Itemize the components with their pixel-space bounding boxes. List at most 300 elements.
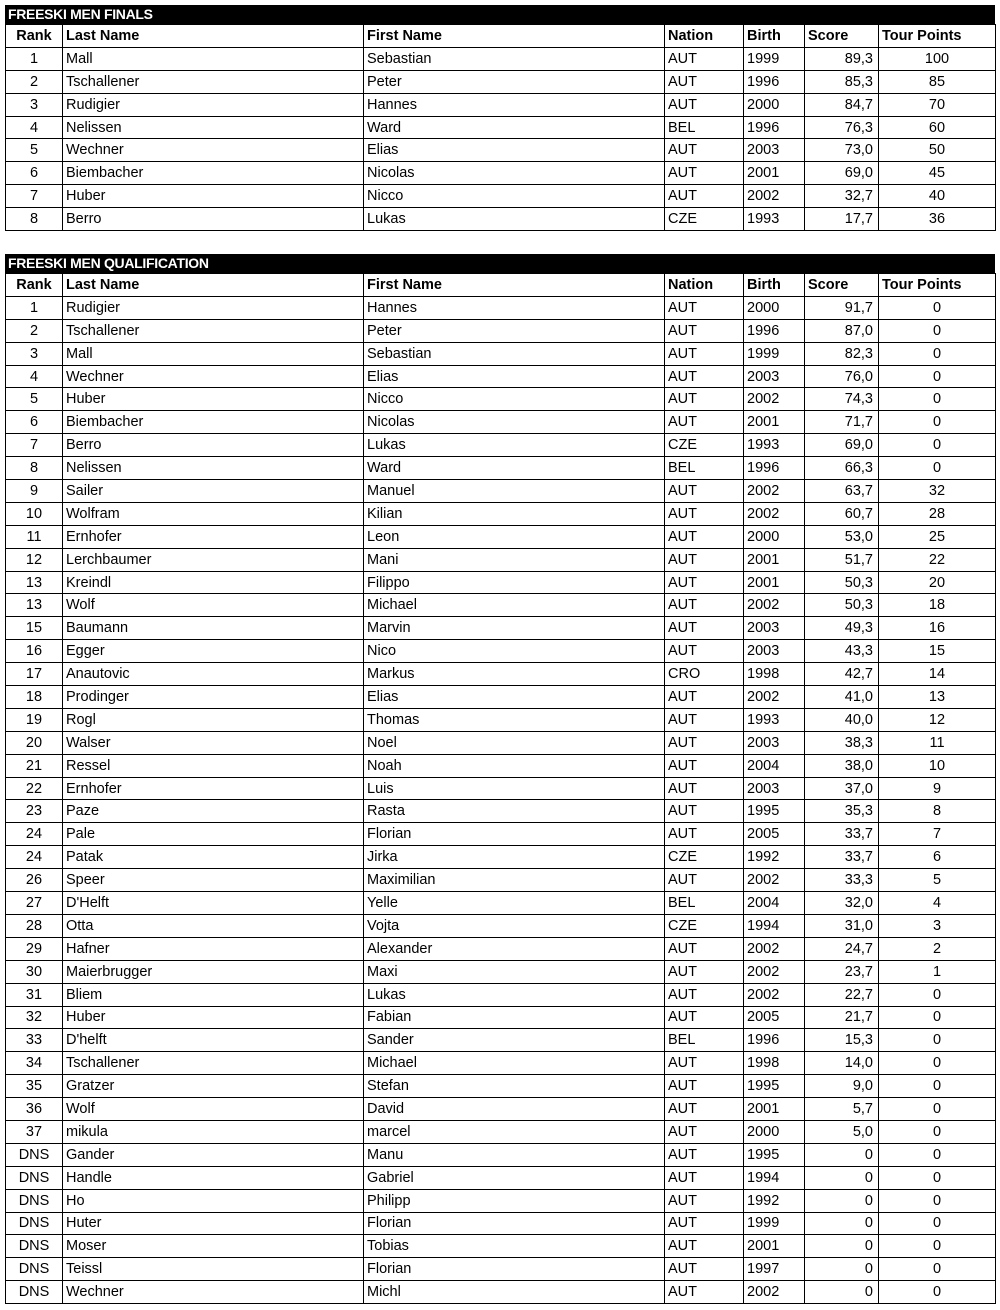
tour-points-cell: 0 — [879, 1052, 996, 1075]
last-name-cell: D'Helft — [63, 892, 364, 915]
nation-cell: AUT — [665, 388, 744, 411]
rank-cell: 37 — [6, 1120, 63, 1143]
score-cell: 32,0 — [805, 892, 879, 915]
table-row — [6, 1052, 996, 1075]
nation-cell: AUT — [665, 1235, 744, 1258]
last-name-cell: Patak — [63, 846, 364, 869]
nation-cell: AUT — [665, 1281, 744, 1304]
birth-cell: 2001 — [744, 1098, 805, 1121]
tour-points-header: Tour Points — [879, 25, 996, 48]
tour-points-cell: 5 — [879, 869, 996, 892]
score-header: Score — [805, 25, 879, 48]
nation-cell: BEL — [665, 892, 744, 915]
score-cell: 82,3 — [805, 342, 879, 365]
rank-cell: 22 — [6, 777, 63, 800]
birth-cell: 2001 — [744, 571, 805, 594]
rank-cell: 30 — [6, 960, 63, 983]
birth-cell: 2003 — [744, 365, 805, 388]
last-name-cell: Huber — [63, 388, 364, 411]
first-name-cell: Thomas — [364, 708, 665, 731]
rank-cell: 6 — [6, 162, 63, 185]
birth-cell: 1993 — [744, 208, 805, 231]
score-cell: 40,0 — [805, 708, 879, 731]
nation-cell: AUT — [665, 525, 744, 548]
first-name-cell: Lukas — [364, 208, 665, 231]
first-name-cell: Florian — [364, 823, 665, 846]
table-row — [6, 296, 996, 319]
score-cell: 0 — [805, 1235, 879, 1258]
rank-cell: 2 — [6, 70, 63, 93]
nation-cell: AUT — [665, 640, 744, 663]
first-name-cell: Ward — [364, 116, 665, 139]
tour-points-cell: 60 — [879, 116, 996, 139]
first-name-cell: Nicco — [364, 185, 665, 208]
nation-cell: AUT — [665, 731, 744, 754]
birth-cell: 1999 — [744, 342, 805, 365]
rank-cell: 5 — [6, 139, 63, 162]
rank-cell: 16 — [6, 640, 63, 663]
tour-points-cell: 0 — [879, 342, 996, 365]
table-row — [6, 869, 996, 892]
table-row — [6, 1006, 996, 1029]
tour-points-cell: 0 — [879, 1006, 996, 1029]
last-name-cell: Kreindl — [63, 571, 364, 594]
birth-cell: 1996 — [744, 319, 805, 342]
birth-cell: 1999 — [744, 47, 805, 70]
tour-points-cell: 0 — [879, 319, 996, 342]
first-name-cell: Peter — [364, 70, 665, 93]
finals-title: FREESKI MEN FINALS — [5, 5, 995, 24]
nation-cell: BEL — [665, 116, 744, 139]
score-cell: 76,3 — [805, 116, 879, 139]
nation-header: Nation — [665, 25, 744, 48]
tour-points-cell: 11 — [879, 731, 996, 754]
birth-cell: 1993 — [744, 434, 805, 457]
score-cell: 32,7 — [805, 185, 879, 208]
score-cell: 0 — [805, 1166, 879, 1189]
last-name-cell: Tschallener — [63, 1052, 364, 1075]
score-cell: 0 — [805, 1189, 879, 1212]
birth-header: Birth — [744, 25, 805, 48]
rank-cell: 8 — [6, 457, 63, 480]
table-row — [6, 708, 996, 731]
rank-cell: 2 — [6, 319, 63, 342]
last-name-cell: Hafner — [63, 937, 364, 960]
rank-cell: 3 — [6, 93, 63, 116]
table-row — [6, 937, 996, 960]
first-name-cell: Kilian — [364, 502, 665, 525]
rank-cell: 1 — [6, 296, 63, 319]
tour-points-cell: 0 — [879, 1120, 996, 1143]
table-row — [6, 1166, 996, 1189]
tour-points-cell: 0 — [879, 1075, 996, 1098]
finals-section — [5, 5, 995, 231]
birth-cell: 2001 — [744, 548, 805, 571]
last-name-cell: Mall — [63, 47, 364, 70]
rank-cell: 13 — [6, 571, 63, 594]
last-name-cell: Rudigier — [63, 93, 364, 116]
first-name-cell: Fabian — [364, 1006, 665, 1029]
table-row — [6, 686, 996, 709]
score-cell: 31,0 — [805, 914, 879, 937]
last-name-cell: Ernhofer — [63, 777, 364, 800]
first-name-cell: Jirka — [364, 846, 665, 869]
table-row — [6, 1143, 996, 1166]
last-name-cell: Rogl — [63, 708, 364, 731]
table-row — [6, 823, 996, 846]
birth-header: Birth — [744, 274, 805, 297]
nation-cell: CRO — [665, 663, 744, 686]
score-cell: 69,0 — [805, 162, 879, 185]
last-name-cell: Otta — [63, 914, 364, 937]
rank-cell: DNS — [6, 1258, 63, 1281]
last-name-header: Last Name — [63, 274, 364, 297]
nation-cell: AUT — [665, 1098, 744, 1121]
table-row — [6, 93, 996, 116]
last-name-cell: Walser — [63, 731, 364, 754]
birth-cell: 2004 — [744, 892, 805, 915]
score-cell: 0 — [805, 1258, 879, 1281]
birth-cell: 1998 — [744, 663, 805, 686]
nation-cell: AUT — [665, 47, 744, 70]
nation-cell: AUT — [665, 960, 744, 983]
tour-points-cell: 0 — [879, 365, 996, 388]
rank-header: Rank — [6, 274, 63, 297]
first-name-cell: Nico — [364, 640, 665, 663]
rank-cell: 7 — [6, 185, 63, 208]
rank-cell: 13 — [6, 594, 63, 617]
rank-cell: DNS — [6, 1166, 63, 1189]
rank-cell: 11 — [6, 525, 63, 548]
last-name-cell: Ernhofer — [63, 525, 364, 548]
table-row — [6, 162, 996, 185]
birth-cell: 1992 — [744, 846, 805, 869]
nation-cell: AUT — [665, 937, 744, 960]
nation-cell: CZE — [665, 914, 744, 937]
rank-cell: 15 — [6, 617, 63, 640]
birth-cell: 2002 — [744, 869, 805, 892]
score-cell: 71,7 — [805, 411, 879, 434]
last-name-cell: Huber — [63, 185, 364, 208]
birth-cell: 2002 — [744, 1281, 805, 1304]
table-row — [6, 480, 996, 503]
birth-cell: 2003 — [744, 139, 805, 162]
tour-points-cell: 45 — [879, 162, 996, 185]
qualification-table — [5, 273, 996, 1304]
score-cell: 14,0 — [805, 1052, 879, 1075]
rank-cell: 17 — [6, 663, 63, 686]
last-name-cell: Wechner — [63, 365, 364, 388]
rank-cell: DNS — [6, 1281, 63, 1304]
table-row — [6, 777, 996, 800]
score-cell: 53,0 — [805, 525, 879, 548]
table-row — [6, 1075, 996, 1098]
tour-points-cell: 0 — [879, 1098, 996, 1121]
qualification-title: FREESKI MEN QUALIFICATION — [5, 254, 995, 273]
nation-cell: AUT — [665, 1258, 744, 1281]
rank-cell: 33 — [6, 1029, 63, 1052]
first-name-cell: David — [364, 1098, 665, 1121]
nation-cell: CZE — [665, 434, 744, 457]
table-row — [6, 1029, 996, 1052]
rank-cell: DNS — [6, 1235, 63, 1258]
last-name-cell: Biembacher — [63, 411, 364, 434]
tour-points-cell: 15 — [879, 640, 996, 663]
table-row — [6, 365, 996, 388]
rank-cell: 35 — [6, 1075, 63, 1098]
birth-cell: 2005 — [744, 1006, 805, 1029]
rank-cell: 36 — [6, 1098, 63, 1121]
first-name-cell: Leon — [364, 525, 665, 548]
rank-cell: 1 — [6, 47, 63, 70]
first-name-cell: Marvin — [364, 617, 665, 640]
nation-cell: CZE — [665, 208, 744, 231]
table-row — [6, 525, 996, 548]
nation-cell: AUT — [665, 365, 744, 388]
birth-cell: 1996 — [744, 1029, 805, 1052]
last-name-cell: Speer — [63, 869, 364, 892]
birth-cell: 1997 — [744, 1258, 805, 1281]
score-cell: 17,7 — [805, 208, 879, 231]
tour-points-cell: 36 — [879, 208, 996, 231]
nation-cell: AUT — [665, 139, 744, 162]
table-row — [6, 139, 996, 162]
birth-cell: 1996 — [744, 70, 805, 93]
birth-cell: 1996 — [744, 116, 805, 139]
tour-points-cell: 32 — [879, 480, 996, 503]
birth-cell: 2002 — [744, 594, 805, 617]
last-name-cell: Tschallener — [63, 70, 364, 93]
last-name-cell: Gander — [63, 1143, 364, 1166]
table-row — [6, 640, 996, 663]
last-name-cell: Huber — [63, 1006, 364, 1029]
last-name-cell: Teissl — [63, 1258, 364, 1281]
nation-cell: AUT — [665, 708, 744, 731]
nation-cell: AUT — [665, 686, 744, 709]
rank-header: Rank — [6, 25, 63, 48]
nation-cell: AUT — [665, 617, 744, 640]
last-name-cell: Wolfram — [63, 502, 364, 525]
nation-cell: AUT — [665, 548, 744, 571]
last-name-cell: Wechner — [63, 1281, 364, 1304]
table-row — [6, 846, 996, 869]
last-name-cell: Baumann — [63, 617, 364, 640]
tour-points-cell: 8 — [879, 800, 996, 823]
birth-cell: 2003 — [744, 777, 805, 800]
birth-cell: 2002 — [744, 502, 805, 525]
tour-points-cell: 0 — [879, 1281, 996, 1304]
birth-cell: 1995 — [744, 800, 805, 823]
rank-cell: 31 — [6, 983, 63, 1006]
score-cell: 69,0 — [805, 434, 879, 457]
score-cell: 22,7 — [805, 983, 879, 1006]
tour-points-cell: 0 — [879, 1212, 996, 1235]
score-cell: 84,7 — [805, 93, 879, 116]
last-name-cell: Pale — [63, 823, 364, 846]
tour-points-cell: 0 — [879, 1029, 996, 1052]
nation-cell: AUT — [665, 70, 744, 93]
birth-cell: 1996 — [744, 457, 805, 480]
birth-cell: 2002 — [744, 937, 805, 960]
nation-cell: AUT — [665, 823, 744, 846]
rank-cell: 3 — [6, 342, 63, 365]
birth-cell: 2005 — [744, 823, 805, 846]
table-row — [6, 1120, 996, 1143]
tour-points-cell: 0 — [879, 1143, 996, 1166]
table-row — [6, 892, 996, 915]
nation-cell: AUT — [665, 571, 744, 594]
nation-cell: BEL — [665, 457, 744, 480]
first-name-cell: Manu — [364, 1143, 665, 1166]
rank-cell: 21 — [6, 754, 63, 777]
table-row — [6, 47, 996, 70]
last-name-cell: Nelissen — [63, 457, 364, 480]
rank-cell: 26 — [6, 869, 63, 892]
nation-cell: AUT — [665, 296, 744, 319]
last-name-cell: Biembacher — [63, 162, 364, 185]
score-cell: 49,3 — [805, 617, 879, 640]
first-name-cell: Lukas — [364, 434, 665, 457]
score-cell: 15,3 — [805, 1029, 879, 1052]
table-row — [6, 914, 996, 937]
first-name-cell: Michael — [364, 594, 665, 617]
score-cell: 91,7 — [805, 296, 879, 319]
rank-cell: 7 — [6, 434, 63, 457]
last-name-cell: Bliem — [63, 983, 364, 1006]
table-row — [6, 1235, 996, 1258]
first-name-cell: Sebastian — [364, 342, 665, 365]
table-row — [6, 617, 996, 640]
nation-cell: CZE — [665, 846, 744, 869]
last-name-cell: Anautovic — [63, 663, 364, 686]
rank-cell: 18 — [6, 686, 63, 709]
tour-points-cell: 0 — [879, 457, 996, 480]
nation-cell: AUT — [665, 800, 744, 823]
first-name-cell: Alexander — [364, 937, 665, 960]
tour-points-cell: 10 — [879, 754, 996, 777]
birth-cell: 2001 — [744, 411, 805, 434]
score-cell: 37,0 — [805, 777, 879, 800]
nation-cell: AUT — [665, 342, 744, 365]
table-row — [6, 1281, 996, 1304]
score-cell: 0 — [805, 1143, 879, 1166]
first-name-cell: Elias — [364, 139, 665, 162]
first-name-cell: Gabriel — [364, 1166, 665, 1189]
first-name-cell: Noel — [364, 731, 665, 754]
rank-cell: 27 — [6, 892, 63, 915]
table-row — [6, 571, 996, 594]
first-name-cell: Tobias — [364, 1235, 665, 1258]
birth-cell: 2000 — [744, 296, 805, 319]
table-row — [6, 548, 996, 571]
score-cell: 51,7 — [805, 548, 879, 571]
rank-cell: 28 — [6, 914, 63, 937]
rank-cell: 32 — [6, 1006, 63, 1029]
rank-cell: 20 — [6, 731, 63, 754]
score-cell: 50,3 — [805, 571, 879, 594]
score-cell: 89,3 — [805, 47, 879, 70]
first-name-header: First Name — [364, 274, 665, 297]
tour-points-cell: 4 — [879, 892, 996, 915]
first-name-cell: Sebastian — [364, 47, 665, 70]
nation-cell: AUT — [665, 1143, 744, 1166]
score-cell: 41,0 — [805, 686, 879, 709]
finals-table — [5, 24, 996, 231]
first-name-header: First Name — [364, 25, 665, 48]
first-name-cell: Hannes — [364, 93, 665, 116]
score-cell: 43,3 — [805, 640, 879, 663]
nation-cell: BEL — [665, 1029, 744, 1052]
last-name-cell: Berro — [63, 208, 364, 231]
first-name-cell: Hannes — [364, 296, 665, 319]
nation-cell: AUT — [665, 319, 744, 342]
tour-points-cell: 2 — [879, 937, 996, 960]
table-row — [6, 1258, 996, 1281]
birth-cell: 2003 — [744, 617, 805, 640]
table-row — [6, 1212, 996, 1235]
tour-points-cell: 9 — [879, 777, 996, 800]
table-row — [6, 1189, 996, 1212]
birth-cell: 2001 — [744, 1235, 805, 1258]
table-row — [6, 1098, 996, 1121]
first-name-cell: Elias — [364, 365, 665, 388]
nation-cell: AUT — [665, 594, 744, 617]
score-cell: 33,7 — [805, 823, 879, 846]
tour-points-header: Tour Points — [879, 274, 996, 297]
first-name-cell: Sander — [364, 1029, 665, 1052]
finals-header-row — [6, 25, 996, 48]
tour-points-cell: 1 — [879, 960, 996, 983]
nation-cell: AUT — [665, 185, 744, 208]
first-name-cell: marcel — [364, 1120, 665, 1143]
tour-points-cell: 0 — [879, 1189, 996, 1212]
last-name-cell: Berro — [63, 434, 364, 457]
tour-points-cell: 0 — [879, 434, 996, 457]
last-name-cell: Moser — [63, 1235, 364, 1258]
nation-cell: AUT — [665, 869, 744, 892]
tour-points-cell: 16 — [879, 617, 996, 640]
score-cell: 23,7 — [805, 960, 879, 983]
last-name-header: Last Name — [63, 25, 364, 48]
score-cell: 33,7 — [805, 846, 879, 869]
birth-cell: 2000 — [744, 93, 805, 116]
table-row — [6, 319, 996, 342]
tour-points-cell: 0 — [879, 983, 996, 1006]
last-name-cell: Handle — [63, 1166, 364, 1189]
table-row — [6, 342, 996, 365]
first-name-cell: Luis — [364, 777, 665, 800]
last-name-cell: Nelissen — [63, 116, 364, 139]
first-name-cell: Nicolas — [364, 162, 665, 185]
nation-cell: AUT — [665, 1052, 744, 1075]
tour-points-cell: 100 — [879, 47, 996, 70]
score-cell: 63,7 — [805, 480, 879, 503]
score-cell: 21,7 — [805, 1006, 879, 1029]
first-name-cell: Peter — [364, 319, 665, 342]
score-cell: 42,7 — [805, 663, 879, 686]
score-cell: 5,7 — [805, 1098, 879, 1121]
first-name-cell: Rasta — [364, 800, 665, 823]
last-name-cell: Sailer — [63, 480, 364, 503]
last-name-cell: Ressel — [63, 754, 364, 777]
table-row — [6, 434, 996, 457]
last-name-cell: Prodinger — [63, 686, 364, 709]
tour-points-cell: 0 — [879, 1166, 996, 1189]
score-cell: 50,3 — [805, 594, 879, 617]
score-cell: 73,0 — [805, 139, 879, 162]
first-name-cell: Stefan — [364, 1075, 665, 1098]
first-name-cell: Vojta — [364, 914, 665, 937]
